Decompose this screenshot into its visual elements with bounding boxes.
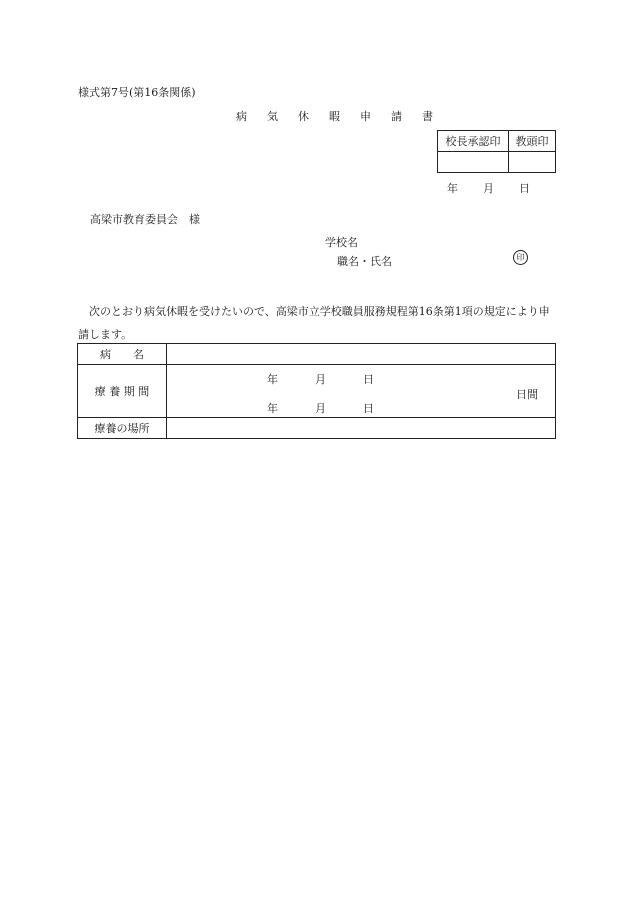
title-char: 休 [298, 110, 309, 123]
title-char: 請 [391, 110, 402, 123]
title-char: 申 [360, 110, 371, 123]
approval-seal-table [437, 130, 556, 173]
period-to-month: 月 [315, 402, 326, 415]
principal-seal-header: 校長承認印 [438, 131, 509, 152]
date-year: 年 [447, 182, 458, 195]
leave-details-table [77, 343, 556, 439]
period-to-day: 日 [363, 402, 374, 415]
position-name-label: 職名・氏名 [337, 255, 392, 268]
application-statement: 次のとおり病気休暇を受けたいので、高梁市立学校職員服務規程第16条第1項の規定により申請します。 [78, 305, 550, 341]
document-title [236, 108, 453, 124]
title-char: 暇 [329, 110, 340, 123]
application-date[interactable] [447, 180, 530, 196]
addressee: 高梁市教育委員会 様 [90, 213, 200, 226]
days-label: 日間 [516, 388, 538, 401]
treatment-place-field[interactable] [167, 418, 556, 439]
title-char: 書 [422, 110, 433, 123]
school-name-label: 学校名 [325, 236, 358, 249]
head-teacher-seal-box[interactable] [509, 152, 556, 173]
treatment-period-label: 療 養 期 間 [78, 365, 167, 418]
treatment-period-field[interactable] [167, 365, 556, 418]
title-char: 気 [267, 110, 278, 123]
period-to-year: 年 [267, 402, 278, 415]
illness-name-label: 病 名 [78, 344, 167, 365]
period-from-year: 年 [267, 373, 278, 386]
title-char: 病 [236, 110, 247, 123]
period-from-day: 日 [363, 373, 374, 386]
principal-seal-box[interactable] [438, 152, 509, 173]
date-day: 日 [519, 182, 530, 195]
form-number: 様式第7号(第16条関係) [78, 86, 196, 99]
seal-mark: 印 [513, 250, 528, 265]
treatment-place-label: 療養の場所 [78, 418, 167, 439]
illness-name-field[interactable] [167, 344, 556, 365]
period-from [267, 371, 374, 387]
period-to [267, 400, 374, 416]
period-from-month: 月 [315, 373, 326, 386]
head-teacher-seal-header: 教頭印 [509, 131, 556, 152]
date-month: 月 [483, 182, 494, 195]
